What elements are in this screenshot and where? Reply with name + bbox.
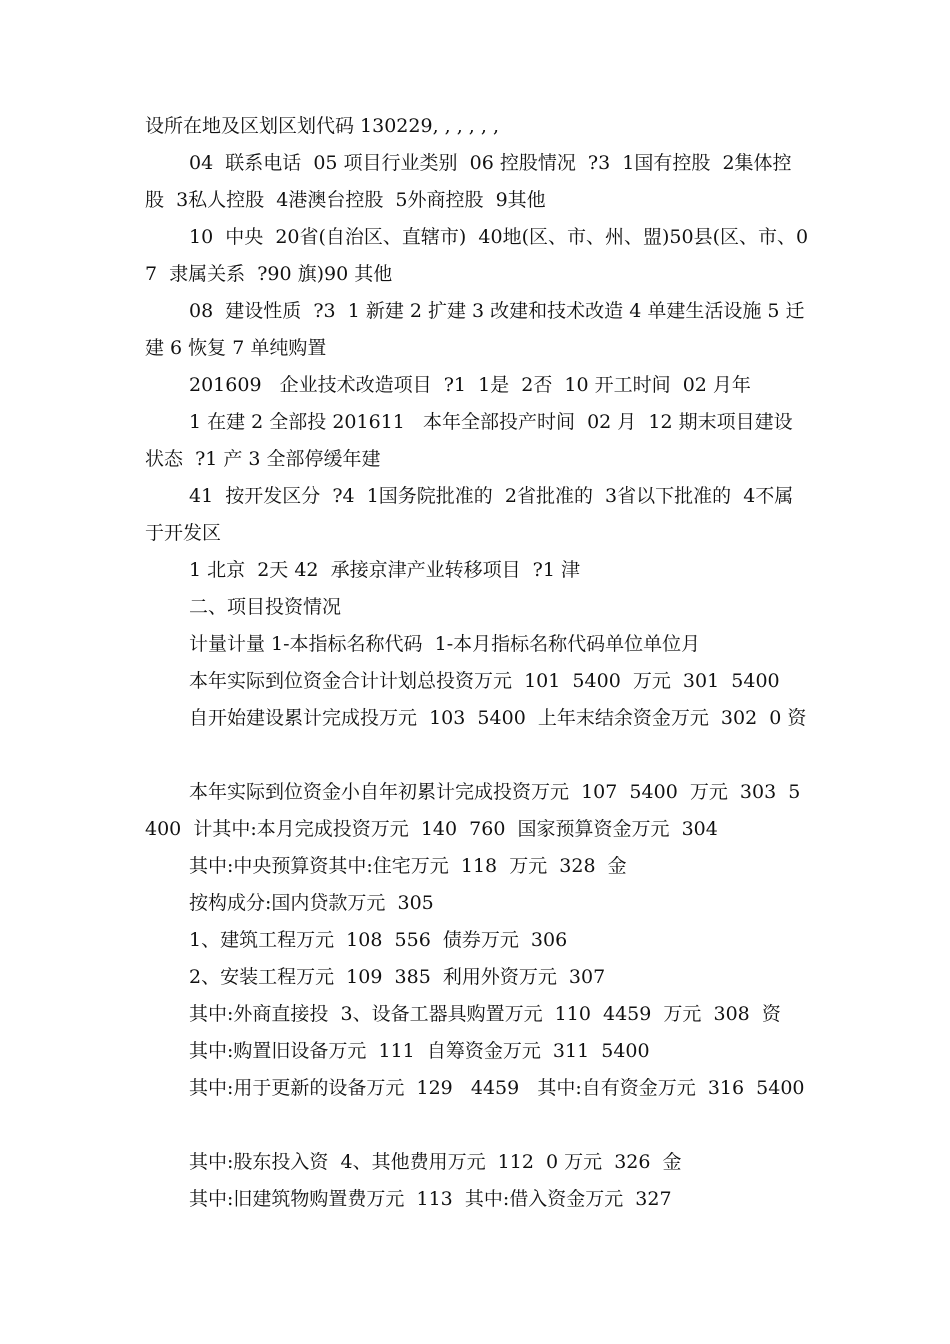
paragraph-6: 1 在建 2 全部投 201611 本年全部投产时间 02 月 12 期末项目建设状态 ?1 产 3 全部停缓年建 [145, 411, 793, 470]
paragraph-16: 1、建筑工程万元 108 556 债券万元 306 [189, 929, 568, 951]
section-heading: 二、项目投资情况 [189, 596, 342, 618]
paragraph-22: 其中:旧建筑物购置费万元 113 其中:借入资金万元 327 [189, 1188, 672, 1210]
paragraph-17: 2、安装工程万元 109 385 利用外资万元 307 [189, 966, 606, 988]
paragraph-1: 设所在地及区划区划代码 130229, , , , , , [145, 115, 500, 137]
paragraph-3: 10 中央 20省(自治区、直辖市) 40地(区、市、州、盟)50县(区、市、07 隶属关系 ?90 旗)90 其他 [145, 226, 809, 285]
paragraph-5: 201609 企业技术改造项目 ?1 1是 2否 10 开工时间 02 月年 [189, 374, 751, 396]
paragraph-13: 本年实际到位资金小自年初累计完成投资万元 107 5400 万元 303 5400 计其中:本月完成投资万元 140 760 国家预算资金万元 304 [145, 781, 801, 840]
paragraph-10: 计量计量 1-本指标名称代码 1-本月指标名称代码单位单位月 [189, 633, 701, 655]
paragraph-8: 1 北京 2天 42 承接京津产业转移项目 ?1 津 [189, 559, 580, 581]
paragraph-11: 本年实际到位资金合计计划总投资万元 101 5400 万元 301 5400 [189, 670, 780, 692]
paragraph-4: 08 建设性质 ?3 1 新建 2 扩建 3 改建和技术改造 4 单建生活设施 5 迁建 6 恢复 7 单纯购置 [145, 300, 805, 359]
paragraph-21: 其中:股东投入资 4、其他费用万元 112 0 万元 326 金 [189, 1151, 682, 1173]
paragraph-12: 自开始建设累计完成投万元 103 5400 上年末结余资金万元 302 0 资 [189, 707, 807, 729]
paragraph-18: 其中:外商直接投 3、设备工器具购置万元 110 4459 万元 308 资 [189, 1003, 781, 1025]
paragraph-2: 04 联系电话 05 项目行业类别 06 控股情况 ?3 1国有控股 2集体控股 3私人控股 4港澳台控股 5外商控股 9其他 [145, 152, 792, 211]
paragraph-15: 按构成分:国内贷款万元 305 [189, 892, 434, 914]
paragraph-19: 其中:购置旧设备万元 111 自筹资金万元 311 5400 [189, 1040, 650, 1062]
paragraph-20: 其中:用于更新的设备万元 129 4459 其中:自有资金万元 316 5400 [189, 1077, 805, 1099]
paragraph-14: 其中:中央预算资其中:住宅万元 118 万元 328 金 [189, 855, 627, 877]
paragraph-7: 41 按开发区分 ?4 1国务院批准的 2省批准的 3省以下批准的 4不属于开发区 [145, 485, 794, 544]
